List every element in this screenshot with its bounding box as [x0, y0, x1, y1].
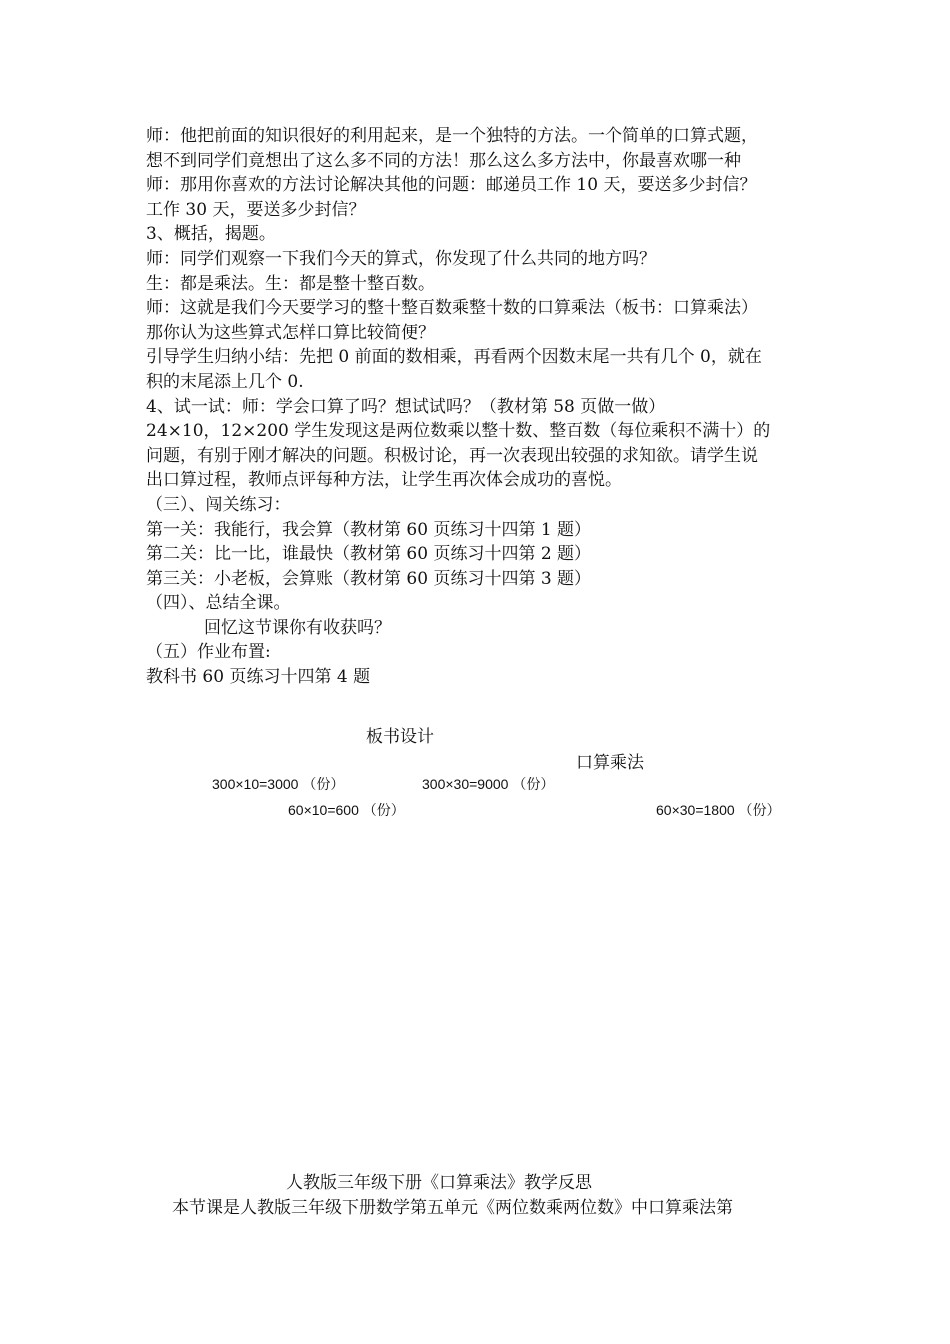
reflection-title: 人教版三年级下册《口算乘法》教学反思	[286, 1173, 592, 1193]
board-equation: 60×30=1800 （份）	[656, 802, 781, 818]
text-line: 师：这就是我们今天要学习的整十整百数乘整十数的口算乘法（板书：口算乘法）	[146, 298, 758, 319]
board-equation: 300×30=9000 （份）	[422, 776, 555, 792]
board-equation: 300×10=3000 （份）	[212, 776, 345, 792]
text-line: 问题，有别于刚才解决的问题。积极讨论，再一次表现出较强的求知欲。请学生说	[146, 445, 758, 466]
board-equation: 60×10=600 （份）	[288, 802, 405, 818]
text-line: 师：他把前面的知识很好的利用起来，是一个独特的方法。一个简单的口算式题，	[146, 126, 758, 146]
text-line: 24×10，12×200 学生发现这是两位数乘以整十数、整百数（每位乘积不满十）的	[146, 421, 771, 442]
text-line: 引导学生归纳小结：先把 0 前面的数相乘，再看两个因数末尾一共有几个 0，就在	[146, 347, 762, 368]
section-heading: （五）作业布置:	[146, 642, 271, 663]
text-line: 第三关：小老板，会算账（教材第 60 页练习十四第 3 题）	[146, 568, 592, 589]
section-heading: （三）、闯关练习：	[146, 494, 291, 515]
text-line: 想不到同学们竟想出了这么多不同的方法！那么这么多方法中，你最喜欢哪一种	[146, 150, 741, 171]
text-line: 积的末尾添上几个 0.	[146, 371, 304, 392]
text-line: 第一关：我能行，我会算（教材第 60 页练习十四第 1 题）	[146, 519, 592, 540]
text-line: 师：那用你喜欢的方法讨论解决其他的问题：邮递员工作 10 天，要送多少封信？	[146, 175, 757, 196]
board-design-subtitle: 口算乘法	[576, 753, 644, 773]
text-line: 师：同学们观察一下我们今天的算式，你发现了什么共同的地方吗？	[146, 248, 656, 269]
text-line: 出口算过程，教师点评每种方法，让学生再次体会成功的喜悦。	[146, 470, 622, 491]
text-line: 3、概括，揭题。	[146, 224, 276, 245]
text-line: 教科书 60 页练习十四第 4 题	[146, 667, 371, 688]
text-line: 第二关：比一比，谁最快（教材第 60 页练习十四第 2 题）	[146, 544, 592, 565]
text-line: 4、试一试：师：学会口算了吗？想试试吗？（教材第 58 页做一做）	[146, 396, 666, 417]
text-line: 那你认为这些算式怎样口算比较简便？	[146, 322, 435, 343]
text-line: 工作 30 天，要送多少封信？	[146, 199, 366, 220]
board-design-title: 板书设计	[366, 727, 434, 747]
section-heading: （四）、总结全课。	[146, 593, 291, 614]
text-line: 回忆这节课你有收获吗？	[204, 617, 391, 638]
text-line: 生：都是乘法。生：都是整十整百数。	[146, 273, 435, 294]
reflection-text: 本节课是人教版三年级下册数学第五单元《两位数乘两位数》中口算乘法第	[172, 1198, 733, 1218]
lesson-body	[146, 124, 816, 690]
